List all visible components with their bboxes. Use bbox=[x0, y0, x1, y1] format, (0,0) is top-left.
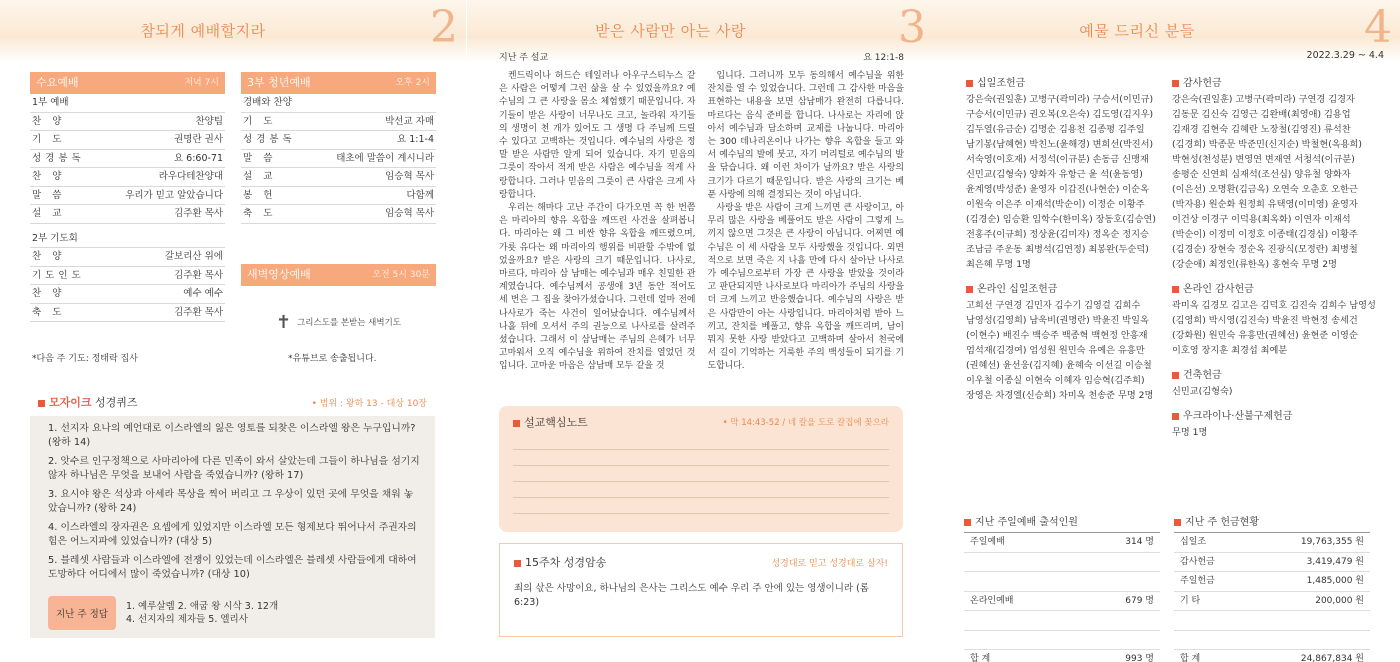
row-value: 679 명 bbox=[1125, 595, 1154, 606]
row-label: 축 도 bbox=[32, 306, 66, 318]
memory-verse bbox=[499, 543, 903, 637]
table-row bbox=[964, 592, 1160, 612]
quiz-item: 4. 이스라엘의 장자권은 요셉에게 있었지만 이스라엘 모든 형제보다 뛰어나서 주권자의 힘은 어느지파에 있었습니까? (대상 5) bbox=[48, 522, 417, 547]
page-number: 3 bbox=[898, 2, 926, 53]
table-row bbox=[964, 631, 1160, 651]
sermon-column bbox=[499, 70, 696, 374]
sermon-paragraph: 입니다. 그러니까 모두 동의해서 예수님을 위한 잔치를 열 수 있었습니다. 그런데 그 감사한 마음을 표현하는 내용을 보면 삼남매가 완전히 다릅니다. 마르다는 음식 준비를 합니다. 나사로는 자리에 앉아서 예수님과 담소하며 교제를 나눕니다. 마리아는 300 데나리온이나 나가는 향유 옥합을 들고 와서 예수님의 발에 붓고, 자기 머리털로 예수님의 발을 닦습니다. 왜 이런 차이가 날까요? 받은 사랑의 크기가 다르기 때문입니다. 받은 사랑의 크기는 베푼 사랑에 의해 결정되는 것이 아닙니다. bbox=[707, 71, 904, 200]
table-row bbox=[30, 131, 225, 150]
table-row bbox=[1174, 572, 1370, 592]
row-label: 찬 양 bbox=[32, 288, 66, 299]
row-label: 말 씀 bbox=[32, 189, 66, 201]
table-row bbox=[964, 650, 1160, 662]
offerings-left bbox=[966, 66, 1166, 403]
offering-totals-table bbox=[1174, 513, 1370, 662]
note-line bbox=[513, 450, 889, 466]
offering-names: 신민교(김형숙) bbox=[1172, 386, 1233, 397]
next-prayer-note: *다음 주 기도: 정태락 집사 bbox=[32, 354, 138, 364]
row-value: 우리가 믿고 알았습니다 bbox=[125, 189, 223, 201]
wednesday-header bbox=[30, 72, 225, 94]
dawn-service bbox=[241, 264, 436, 358]
row-value: 김주환 목사 bbox=[174, 306, 223, 318]
square-bullet-icon bbox=[514, 560, 521, 567]
row-label: 감사헌금 bbox=[1180, 556, 1215, 567]
row-label: 기 타 bbox=[1180, 595, 1201, 606]
offering-heading bbox=[966, 74, 1166, 89]
row-value: 태초에 말씀이 계시니라 bbox=[336, 152, 434, 164]
sermon-meta bbox=[499, 50, 904, 63]
answers-line: 1. 예루살렘 2. 애굽 왕 시삭 3. 12개 bbox=[125, 601, 279, 612]
quiz-item: 2. 앗수르 인구정책으로 사마리아에 다른 민족이 와서 살았는데 그들이 하나님을 섬기지 않자 하나님은 무엇을 보내어 사람을 죽였습니까? (왕하 17) bbox=[48, 456, 420, 481]
row-value: 1,485,000 원 bbox=[1306, 576, 1364, 586]
page-title: 받은 사람만 아는 사랑 bbox=[595, 22, 746, 40]
table-row bbox=[30, 267, 225, 286]
quiz-item: 1. 선지자 요나의 예언대로 이스라엘의 잃은 영토를 되찾은 이스라엘 왕은 누구입니까? (왕하 14) bbox=[48, 423, 416, 448]
row-label: 십일조 bbox=[1180, 537, 1207, 547]
quiz-item: 3. 요시야 왕은 석상과 아세라 목상을 찍어 버리고 그 우상이 있던 곳에 무엇을 채워 놓았습니까? (왕하 24) bbox=[48, 489, 414, 514]
table-row bbox=[1174, 533, 1370, 553]
table-row bbox=[241, 168, 436, 187]
offering-date: 2022.3.29 ~ 4.4 bbox=[1306, 50, 1384, 61]
sermon-paragraph: 사랑을 받은 사람이 크게 느끼면 큰 사랑이고, 아무리 많은 사랑을 베풀어도 받은 사람이 그렇게 느끼지 않으면 그것은 큰 사랑이 아닙니다. 어찌면 예수님은 이 세 사람을 모두 사랑했을 것입니다. 외면적으로 보면 죽은 지 나흘 만에 다시 살아난 나사로가 예수님으로부터 가장 큰 사랑을 받았을 것이라고 판단되지만 나사로보다 마리아가 주님의 사랑을 더 크게 느끼고 반응했습니다. 예수님의 사랑은 받은 사람만이 아는 사랑입니다. 마리아처럼 받아 느끼고, 잔치를 베풀고, 향유 옥합을 깨뜨리며, 남이 뭐지 못한 사랑 받았다고 고백하며 살아서 천국에서 길이 기억하는 거룩한 주의 백성들이 되기를 기도합니다. bbox=[707, 203, 904, 372]
row-value: 3,419,479 원 bbox=[1306, 556, 1364, 567]
attendance-title: 지난 주일예배 출석인원 bbox=[975, 517, 1078, 528]
row-value: 임승혁 목사 bbox=[385, 208, 434, 219]
row-value: 김주환 목사 bbox=[174, 208, 223, 219]
offering-heading-text: 온라인 감사헌금 bbox=[1183, 284, 1254, 295]
row-value: 권명란 권사 bbox=[174, 134, 223, 145]
row-value: 993 명 bbox=[1125, 654, 1154, 662]
note-line bbox=[513, 482, 889, 498]
sermon-scripture: 요 12:1-8 bbox=[863, 53, 904, 63]
offerings-right bbox=[1172, 66, 1376, 440]
dawn-time: 오전 5시 30분 bbox=[372, 270, 430, 280]
quiz-item: 5. 블레셋 사람들과 이스라엘에 전쟁이 있었는데 이스라엘은 블레셋 사람들에게 대하여 도망하다 어디에서 많이 죽었습니까? (대상 10) bbox=[48, 555, 417, 580]
offering-names: 곽미옥 김경모 김고은 김덕호 김진숙 김희수 남영성(김영희) 박시영(김진숙) 박윤진 박현정 송세건(강화원) 원민숙 유흥만(권혜선) 윤현준 이영순 이호영 장지훈 최경섭 최예분 bbox=[1172, 300, 1376, 356]
row-value: 라우다테찬양대 bbox=[158, 171, 223, 182]
row-value: 요 1:1-4 bbox=[397, 134, 434, 145]
notes-title: 설교핵심노트 bbox=[524, 416, 588, 429]
row-value: 예수 예수 bbox=[183, 288, 223, 299]
table-row bbox=[964, 572, 1160, 592]
answers-line: 4. 선지자의 제자들 5. 엘리사 bbox=[125, 614, 248, 625]
square-bullet-icon bbox=[966, 286, 973, 293]
offering-heading bbox=[1172, 366, 1376, 381]
row-value: 박선교 자매 bbox=[385, 115, 434, 127]
memo-subtitle: 성경대로 믿고 성경대로 살자! bbox=[771, 558, 888, 569]
row-label: 봉 헌 bbox=[243, 189, 277, 201]
youtube-note: *유튜브로 송출됩니다. bbox=[288, 354, 377, 364]
offering-heading-text: 온라인 십일조헌금 bbox=[977, 284, 1058, 295]
row-label: 설 교 bbox=[32, 208, 66, 219]
last-week-answers bbox=[48, 596, 278, 630]
sermon-notes bbox=[499, 406, 903, 532]
dawn-logo bbox=[241, 286, 436, 358]
notes-subtitle: • 막 14:43-52 / 네 칼을 도로 칼집에 꽂으라 bbox=[722, 418, 889, 428]
offering-heading bbox=[1172, 74, 1376, 89]
page-title: 예물 드리신 분들 bbox=[1079, 22, 1195, 40]
page-title: 참되게 예배할지라 bbox=[140, 22, 266, 40]
row-value: 갈보리산 위에 bbox=[164, 251, 223, 262]
dawn-title: 새벽영상예배 bbox=[247, 268, 311, 281]
square-bullet-icon bbox=[1174, 519, 1181, 526]
square-bullet-icon bbox=[38, 400, 45, 407]
table-row bbox=[241, 131, 436, 150]
row-value: 314 명 bbox=[1125, 537, 1154, 547]
row-value: 요 6:60-71 bbox=[173, 152, 223, 164]
table-row bbox=[241, 150, 436, 169]
note-line bbox=[513, 434, 889, 450]
offering-heading-text: 우크라이나·산불구제헌금 bbox=[1183, 411, 1293, 422]
wednesday-service bbox=[30, 72, 225, 322]
quiz-brand: 모자이크 bbox=[49, 396, 92, 409]
memo-title: 15주차 성경암송 bbox=[525, 556, 607, 569]
offering-heading bbox=[1172, 280, 1376, 295]
row-value: 임승혁 목사 bbox=[385, 171, 434, 182]
row-label: 주일헌금 bbox=[1180, 576, 1215, 586]
attendance-table bbox=[964, 513, 1160, 662]
dawn-header bbox=[241, 264, 436, 286]
table-row bbox=[964, 611, 1160, 631]
row-label: 기 도 bbox=[243, 115, 277, 127]
quiz-header bbox=[30, 388, 435, 416]
table-row bbox=[30, 187, 225, 206]
offering-heading-text: 감사헌금 bbox=[1183, 78, 1222, 89]
cross-logo-icon: ✝ bbox=[275, 311, 292, 333]
table-row bbox=[30, 248, 225, 267]
bible-quiz bbox=[30, 388, 435, 638]
row-label: 말 씀 bbox=[243, 152, 277, 164]
table-row bbox=[1174, 592, 1370, 612]
dawn-logo-text: 그리스도를 본받는 새벽기도 bbox=[297, 318, 402, 328]
page-number: 4 bbox=[1364, 2, 1392, 53]
offering-names: 고희선 구연경 김민자 김수기 김영걸 김희수 남영성(김영희) 남욱비(권명란) 박윤진 박일옥 (이현수) 배진수 백승주 백종혁 백현정 안흥재 엄석재(김경여) 엄성원 원민숙 유예은 유흥만 (권혜선) 윤선웅(김지혜) 윤혜숙 이선길 이승철 이우철 이종실 이현숙 이혜자 임승혁(김주희) 장영은 차경엘(신승희) 차미옥 천송준 무명 2명 bbox=[966, 300, 1154, 401]
table-row bbox=[241, 187, 436, 206]
row-label: 찬 양 bbox=[32, 171, 66, 182]
table-row bbox=[30, 168, 225, 187]
square-bullet-icon bbox=[1172, 80, 1179, 87]
table-row bbox=[1174, 631, 1370, 651]
sermon-paragraph: 우리는 해마다 고난 주간이 다가오면 꼭 한 번쯤은 마리아의 향유 옥합을 깨뜨린 사건을 살펴봅니다. 마리아는 왜 그 비싼 향유 옥합을 깨뜨렸으며, 가룟 유다는 왜 마리아의 행위를 비판할 수밖에 없었을까요? 받은 사랑의 크기 때문입니다. 나사로, 마르다, 마리아 삼 남매는 예수님과 매우 친밀한 관계였습니다. 예수님께서 공생애 3년 동안 적어도 세 번은 그 집을 찾아가셨습니다. 그런데 얼마 전에 나사로가 죽는 사건이 일어났습니다. 예수님께서 나흘 뒤에 오셔서 주의 권능으로 나사로를 살려주셨습니다. 그래서 이 삼남매는 주님의 은혜가 너무 고마워서 오직 예수님을 위하여 잔치를 열었던 것입니다. 고마운 마음은 삼남매 모두 같을 것 bbox=[499, 203, 696, 372]
wednesday-title: 수요예배 bbox=[36, 76, 79, 89]
row-label: 성경봉독 bbox=[243, 134, 296, 145]
row-value: 찬양팀 bbox=[195, 115, 223, 127]
table-row bbox=[964, 533, 1160, 553]
note-line bbox=[513, 498, 889, 514]
row-value: 24,867,834 원 bbox=[1300, 654, 1364, 662]
youth-service bbox=[241, 72, 436, 224]
square-bullet-icon bbox=[1172, 372, 1179, 379]
group-label: 경배와 찬양 bbox=[241, 94, 436, 113]
square-bullet-icon bbox=[966, 80, 973, 87]
group-label: 1부 예배 bbox=[30, 94, 225, 113]
row-label: 기 도 bbox=[32, 134, 66, 145]
quiz-title: 성경퀴즈 bbox=[95, 396, 138, 409]
offering-totals-title: 지난 주 헌금현황 bbox=[1185, 517, 1259, 528]
table-row bbox=[241, 113, 436, 132]
table-row bbox=[30, 205, 225, 224]
offering-heading bbox=[966, 280, 1166, 295]
row-label: 축 도 bbox=[243, 208, 277, 219]
square-bullet-icon bbox=[964, 519, 971, 526]
youth-title: 3부 청년예배 bbox=[247, 76, 311, 89]
page-number: 2 bbox=[430, 2, 458, 53]
square-bullet-icon bbox=[1172, 286, 1179, 293]
page-3-sermon bbox=[467, 0, 934, 662]
offering-names: 강은숙(권일훈) 고병구(곽미라) 구연경 김경자 김동문 김신숙 김영근 김완배(최영애) 김용업 김재경 김현숙 김혜란 노장철(김영진) 류석찬 (김경희) 박종문 박준민(신지순) 박철현(옥용희) 박현성(천성분) 변영연 변재연 서청석(이규분) 송평순 신연희 심재석(조선심) 양유철 양화자 (이은선) 오명환(김금옥) 오연숙 오춘호 오한근 (박자용) 원순화 원정희 유택영(이미영) 윤영자 이건상 이경구 이덕용(최옥화) 이연자 이재석 (박순이) 이정미 이정호 이종태(김경심) 이황주 (김경순) 장현숙 정순옥 진광식(모정란) 최병철 (강순애) 최정인(류한옥) 홍현숙 무명 2명 bbox=[1172, 94, 1363, 270]
row-label: 기도인도 bbox=[32, 269, 85, 281]
row-label: 주일예배 bbox=[970, 537, 1005, 547]
table-row bbox=[1174, 611, 1370, 631]
quiz-range: • 범위 : 왕하 13 - 대상 10장 bbox=[311, 398, 427, 409]
table-row bbox=[30, 150, 225, 169]
offering-heading bbox=[1172, 407, 1376, 422]
youth-time: 오후 2시 bbox=[395, 78, 430, 88]
table-row bbox=[30, 304, 225, 323]
sermon-body bbox=[499, 70, 904, 374]
offering-names: 무명 1명 bbox=[1172, 427, 1208, 438]
square-bullet-icon bbox=[513, 420, 520, 427]
wednesday-time: 저녁 7시 bbox=[184, 78, 219, 88]
row-label: 찬 양 bbox=[32, 115, 66, 127]
row-label: 온라인예배 bbox=[970, 595, 1014, 606]
memo-text: 죄의 삯은 사망이요, 하나님의 은사는 그리스도 예수 우리 주 안에 있는 영생이니라 (롬 6:23) bbox=[514, 583, 869, 608]
sermon-paragraph: 켄드릭이나 허드슨 테일러나 아우구스티누스 같은 사람은 어떻게 그런 삶을 살 수 있었을까요? 예수님의 그 큰 사랑을 몸소 체험했기 때문입니다. 자기들이 받은 사랑이 너무나도 크고, 놀라워 자기들의 생명이 천 개가 있어도 그 생명 다 주님께 드릴 수 있다고 고백하는 것입니다. 예수님의 사랑은 정말 받은 사람만 알게 되어 있습니다. 자기 믿음의 그릇이 작아서 적게 받은 사람은 예수님을 적게 사랑합니다. 그러나 믿음의 그릇이 큰 사람은 크게 사랑합니다. bbox=[499, 71, 696, 200]
row-value: 다함께 bbox=[406, 189, 434, 201]
sermon-column bbox=[708, 70, 905, 374]
table-row bbox=[241, 205, 436, 224]
answers-label: 지난 주 정답 bbox=[48, 596, 116, 630]
table-row bbox=[30, 113, 225, 132]
row-value: 19,763,355 원 bbox=[1300, 537, 1364, 547]
row-label: 합 계 bbox=[970, 654, 991, 662]
row-label: 합 계 bbox=[1180, 654, 1201, 662]
offering-names: 강은숙(권일훈) 고병구(곽미라) 구승서(이민규) 구승서(이민규) 권오복(오은숙) 김도영(김지우) 김두열(유금순) 김명순 김용천 김종평 김주일 남기봉(남혜현) 박친노(윤해경) 변희선(박진서) 서숙영(이호재) 서정석(이규분) 손동금 신맹재 신민교(김형숙) 양화자 유항근 윤 석(윤동영) 윤계영(박성준) 윤영자 이갑진(나현순) 이순옥 이원숙 이은주 이재석(박순이) 이정순 이황주 (김경순) 임승환 임학수(한미옥) 장동호(김승연) 전홍주(이규희) 정상윤(김미자) 정옥순 정지승 조남금 주운동 최병석(김연정) 최봉완(두순덕) 최은혜 무명 1명 bbox=[966, 94, 1157, 270]
note-line bbox=[513, 466, 889, 482]
table-row bbox=[30, 285, 225, 304]
page-2-worship bbox=[0, 0, 466, 662]
square-bullet-icon bbox=[1172, 413, 1179, 420]
row-label: 성경봉독 bbox=[32, 152, 85, 164]
youth-header bbox=[241, 72, 436, 94]
group-label: 2부 기도회 bbox=[30, 230, 225, 249]
table-row bbox=[1174, 553, 1370, 573]
row-value: 200,000 원 bbox=[1315, 595, 1364, 606]
table-row bbox=[964, 553, 1160, 573]
table-row bbox=[1174, 650, 1370, 662]
sermon-label: 지난 주 설교 bbox=[499, 53, 549, 63]
answers-text bbox=[116, 600, 278, 626]
offering-heading-text: 건축헌금 bbox=[1183, 370, 1222, 381]
row-value: 김주환 목사 bbox=[174, 269, 223, 281]
page-4-offerings bbox=[934, 0, 1400, 662]
row-label: 찬 양 bbox=[32, 251, 66, 262]
row-label: 설 교 bbox=[243, 171, 277, 182]
offering-heading-text: 십일조헌금 bbox=[977, 78, 1026, 89]
